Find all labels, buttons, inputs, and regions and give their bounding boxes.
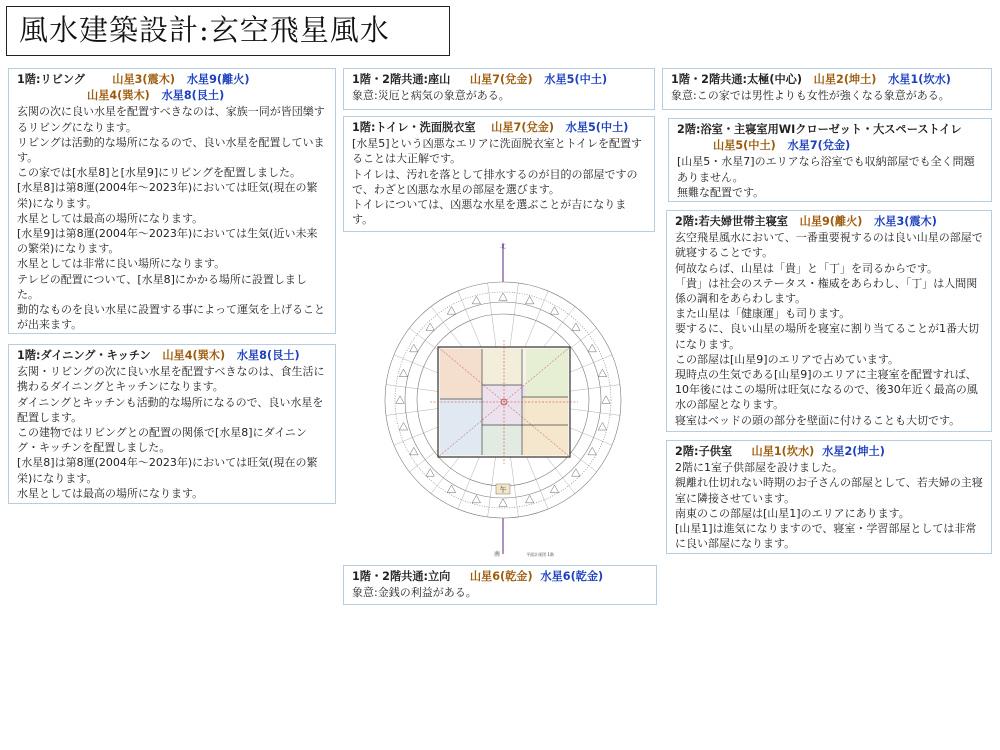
compass-floor-plan-diagram <box>380 240 626 560</box>
heading-label: 2階:浴室・主寝室用WIクローゼット・大スペーストイレ <box>677 123 962 136</box>
body-line: 南東のこの部屋は[山星1]のエリアにあります。 <box>675 506 910 520</box>
panel-zasan <box>343 68 655 110</box>
panel-kids-room <box>666 440 992 554</box>
body-line: 2階に1室子供部屋を設けました。 <box>675 461 843 475</box>
mountain-star: 山星4(巽木) <box>162 349 226 362</box>
water-star: 水星5(中土) <box>565 121 629 134</box>
panel-heading <box>17 72 327 87</box>
body-line: 象意:この家では男性よりも女性が強くなる象意がある。 <box>671 89 950 103</box>
compass-triangle <box>525 296 533 304</box>
body-line: 水星としては最高の場所になります。 <box>17 211 204 225</box>
body-line: この家では[水星8]と[水星9]にリビングを配置しました。 <box>17 166 301 180</box>
heading-label: 1階・2階共通:座山 <box>352 73 451 86</box>
compass-triangle <box>426 469 434 477</box>
compass-triangle <box>472 296 480 304</box>
compass-triangle <box>499 499 507 507</box>
south-sector-label: 午 <box>499 486 507 494</box>
water-star: 水星8(艮土) <box>161 89 225 103</box>
mountain-star: 山星7(兌金) <box>469 73 533 86</box>
body-line: 玄関の次に良い水星を配置すべきなのは、家族一同が皆団欒するリビングになります。 <box>17 105 325 134</box>
compass-triangle <box>602 396 610 404</box>
panel-heading <box>677 122 983 137</box>
south-marker <box>494 484 554 558</box>
body-line: 玄空飛星風水において、一番重要視するのは良い山星の部屋で就寝することです。 <box>675 231 983 260</box>
panel-heading-second <box>17 88 327 103</box>
body-line: トイレは、汚れを落として排水するのが目的の部屋ですので、わざと凶悪な水星の部屋を選びます。 <box>352 167 638 196</box>
body-line: また山星は「健康運」も司ります。 <box>675 307 851 321</box>
heading-label: 2階:若夫婦世帯主寝室 <box>675 215 788 228</box>
compass-triangle <box>588 447 596 455</box>
panel-bath-closet <box>668 118 992 202</box>
panel-heading <box>675 444 983 459</box>
water-star: 水星6(乾金) <box>540 570 604 583</box>
body-line: 象意:金銭の利益がある。 <box>352 586 477 600</box>
compass-triangle <box>572 323 580 331</box>
body-line: [水星8]は第8運(2004年～2023年)においては旺気(現在の繁栄)になります。 <box>17 456 318 485</box>
water-star: 水星2(坤土) <box>822 445 885 458</box>
mountain-star: 山星1(坎水) <box>751 445 815 458</box>
compass-triangle <box>426 323 434 331</box>
panel-heading <box>671 72 983 87</box>
water-star: 水星3(震木) <box>874 215 937 228</box>
heading-label: 2階:子供室 <box>675 445 733 458</box>
panel-toilet-washroom <box>343 116 655 232</box>
body-line: [山星5・水星7]のエリアなら浴室でも収納部屋でも全く問題ありません。 <box>677 155 975 184</box>
body-line: テレビの配置について、[水星8]にかかる場所に設置しました。 <box>17 272 307 301</box>
mountain-star: 山星5(中土) <box>713 139 776 153</box>
water-star: 水星1(坎水) <box>888 73 951 86</box>
south-label: 南 <box>493 551 501 558</box>
mountain-star: 山星6(乾金) <box>469 570 533 583</box>
compass-triangle <box>588 344 596 352</box>
body-line: 水星としては非常に良い場所になります。 <box>17 257 226 271</box>
water-star: 水星8(艮土) <box>236 349 300 362</box>
body-line: トイレについては、凶悪な水星を選ぶことが吉になります。 <box>352 198 627 227</box>
compass-triangle <box>410 344 418 352</box>
panel-rikkou <box>343 565 657 605</box>
compass-triangle <box>550 307 558 315</box>
panel-dining-kitchen <box>8 344 336 504</box>
mountain-star: 山星3(震木) <box>112 73 176 86</box>
heading-label: 1階・2階共通:立向 <box>352 570 451 583</box>
body-line: この部屋は[山星9]のエリアで占めています。 <box>675 352 900 366</box>
mountain-star: 山星4(巽木) <box>87 89 150 103</box>
compass-triangle <box>396 396 404 404</box>
compass-triangle <box>550 485 558 493</box>
compass-triangle <box>499 293 507 301</box>
body-line: 象意:災厄と病気の象意がある。 <box>352 89 510 103</box>
panel-heading <box>352 72 646 87</box>
north-marker <box>500 242 506 282</box>
panel-heading <box>352 120 646 135</box>
body-line: 無難な配置です。 <box>677 185 765 199</box>
mountain-star: 山星7(兌金) <box>491 121 554 134</box>
body-line: 玄関・リビングの次に良い水星を配置すべきなのは、食生活に携わるダイニングとキッチンになります。 <box>17 365 325 394</box>
body-line: ダイニングとキッチンも活動的な場所になるので、良い水星を配置します。 <box>17 395 324 424</box>
panel-taikyoku <box>662 68 992 110</box>
panel-heading-second <box>677 138 983 153</box>
water-star: 水星9(離火) <box>186 73 250 86</box>
body-line: 現時点の生気である[山星9]のエリアに主寝室を配置すれば、10年後にはこの場所は旺気になるので、後30年近く最高の風水の部屋となります。 <box>675 368 978 412</box>
body-line: [山星1]は進気になりますので、寝室・学習部屋としては非常に良い部屋になります。 <box>675 522 977 551</box>
compass-triangle <box>472 495 480 503</box>
heading-label: 1階:リビング <box>17 73 85 86</box>
compass-triangle <box>447 307 455 315</box>
body-line: 親離れ仕切れない時期のお子さんの部屋として、若夫婦の主寝室に隣接させています。 <box>675 476 983 505</box>
body-line: リビングは活動的な場所になるので、良い水星を配置しています。 <box>17 135 325 165</box>
body-line: [水星8]は第8運(2004年～2023年)においては旺気(現在の繁栄)になります。 <box>17 181 318 210</box>
body-line: 寝室はベッドの頭の部分を壁面に付けることも大切です。 <box>675 413 961 427</box>
body-line: 「貴」は社会のステータス・権威をあらわし、「丁」は人間関係の調和をあらわします。 <box>675 276 978 306</box>
body-line: [水星5]という凶悪なエリアに洗面脱衣室とトイレを配置することは大正解です。 <box>352 137 643 166</box>
panel-heading <box>675 214 983 229</box>
water-star: 水星7(兌金) <box>787 139 851 153</box>
water-star: 水星5(中土) <box>544 73 608 86</box>
north-label: 北 <box>499 243 507 250</box>
page-title: 風水建築設計:玄空飛星風水 <box>6 6 450 56</box>
mountain-star: 山星2(坤土) <box>813 73 877 86</box>
body-line: この建物ではリビングとの配置の関係で[水星8]にダイニング・キッチンを配置しました。 <box>17 426 307 455</box>
body-line: 水星としては最高の場所になります。 <box>17 486 204 500</box>
compass-triangle <box>399 422 407 430</box>
compass-triangle <box>410 447 418 455</box>
compass-triangle <box>447 485 455 493</box>
body-line: [水星9]は第8運(2004年～2023年)においては生気(近い未来の繁栄)になります。 <box>17 227 318 256</box>
panel-living <box>8 68 336 334</box>
floor-plan <box>430 340 578 464</box>
panel-heading <box>17 348 327 363</box>
compass-triangle <box>598 369 606 377</box>
panel-heading <box>352 569 648 584</box>
heading-label: 1階:ダイニング・キッチン <box>17 349 151 362</box>
heading-label: 1階・2階共通:太極(中心) <box>671 73 802 86</box>
compass-triangle <box>525 495 533 503</box>
plan-caption: 平面計画図 1階 <box>526 552 554 557</box>
body-line: 要するに、良い山星の場所を寝室に割り当てることが1番大切になります。 <box>675 322 979 351</box>
panel-master-bedroom <box>666 210 992 432</box>
body-line: 動的なものを良い水星に設置する事によって運気を上げることが出来ます。 <box>17 303 325 332</box>
compass-triangle <box>399 369 407 377</box>
body-line: 何故ならば、山星は「貴」と「丁」を司るからです。 <box>675 261 939 275</box>
compass-triangle <box>572 469 580 477</box>
compass-triangle <box>598 422 606 430</box>
heading-label: 1階:トイレ・洗面脱衣室 <box>352 121 476 134</box>
mountain-star: 山星9(離火) <box>799 215 863 228</box>
